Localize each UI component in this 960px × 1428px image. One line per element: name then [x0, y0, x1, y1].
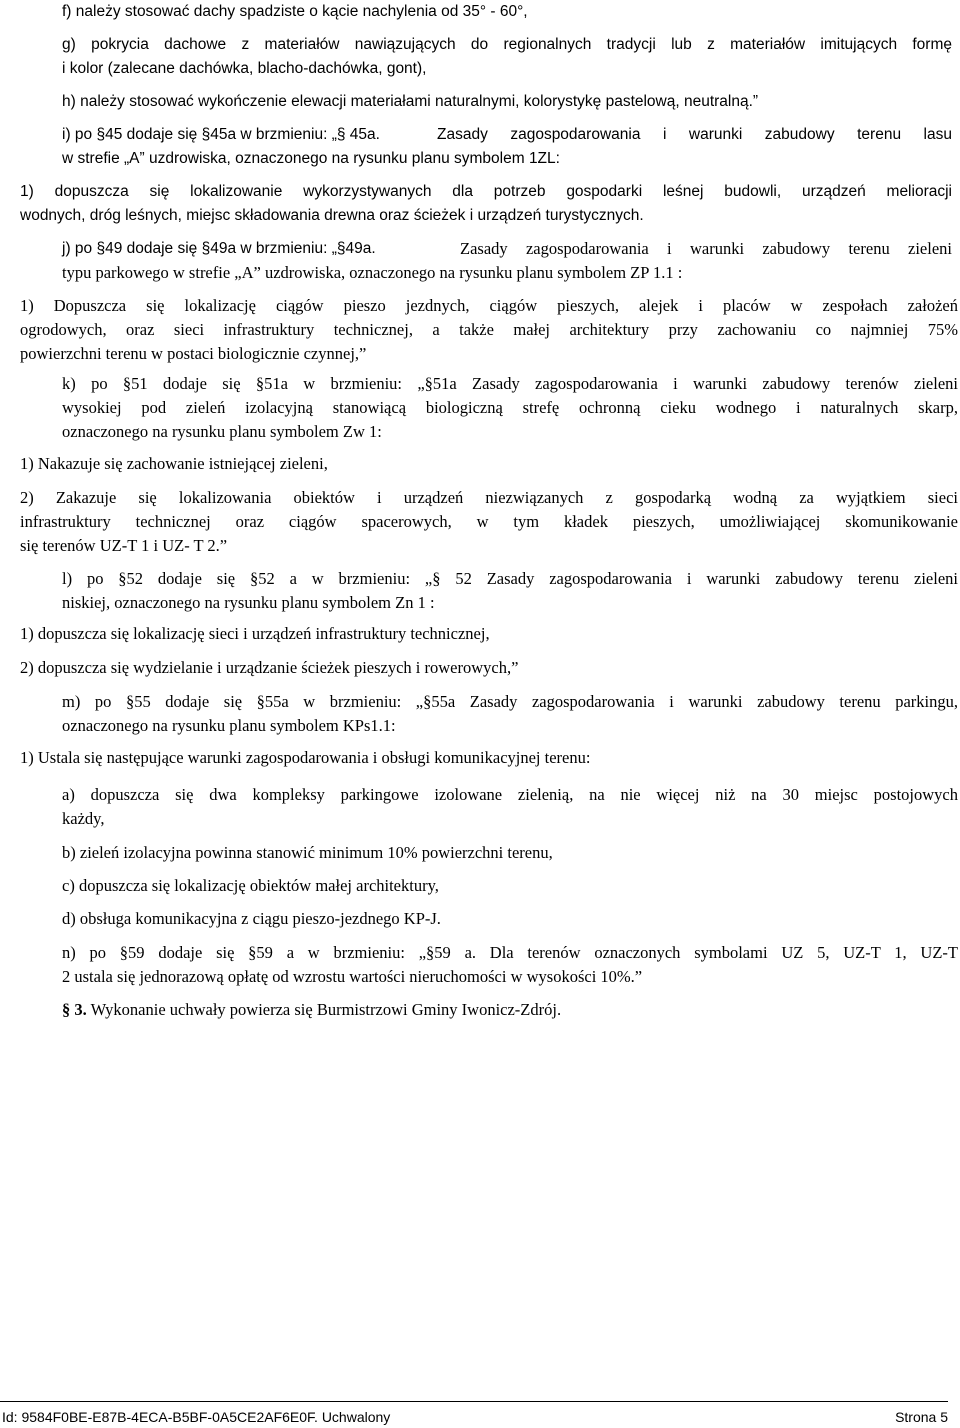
item-m-sub-a: [62, 783, 958, 831]
item-i: [62, 123, 952, 171]
item-j-line-2: typu parkowego w strefie „A” uzdrowiska, oznaczonego na rysunku planu symbolem ZP 1.1 :: [62, 263, 683, 282]
item-k-line-1: k) po §51 dodaje się §51a w brzmieniu: „§51a Zasady zagospodarowania i warunki zabudowy terenów zieleni: [62, 374, 958, 393]
item-j-point-1-line-1: 1) Dopuszcza się lokalizację ciągów pieszo jezdnych, ciągów pieszych, alejek i placów w zespołach założeń: [20, 296, 958, 315]
item-j-heading: Zasady zagospodarowania i warunki zabudowy terenu zieleni: [460, 239, 952, 258]
item-i-line-2: w strefie „A” uzdrowiska, oznaczonego na rysunku planu symbolem 1ZL:: [62, 150, 560, 167]
item-i-lead: i) po §45 dodaje się §45a w brzmieniu: „§ 45a.: [62, 126, 380, 143]
item-m: [62, 690, 958, 738]
item-k-point-2: [20, 486, 958, 558]
item-k-point-1: [20, 452, 920, 476]
item-m-point-1-text: 1) Ustala się następujące warunki zagospodarowania i obsługi komunikacyjnej terenu:: [20, 748, 591, 767]
footer-page-number: Strona 5: [895, 1409, 948, 1425]
item-j-point-1-line-2: ogrodowych, oraz sieci infrastruktury technicznej, a także małej architektury przy zachowaniu co najmniej 75%: [20, 320, 958, 339]
item-m-sub-c-text: c) dopuszcza się lokalizację obiektów małej architektury,: [62, 876, 439, 895]
section-3-text: Wykonanie uchwały powierza się Burmistrzowi Gminy Iwonicz-Zdrój.: [86, 1000, 562, 1019]
item-g-line-1: g) pokrycia dachowe z materiałów nawiązujących do regionalnych tradycji lub z materiałów imitujących formę: [62, 36, 952, 53]
item-m-sub-b-text: b) zieleń izolacyjna powinna stanowić minimum 10% powierzchni terenu,: [62, 843, 553, 862]
item-j-point-1: [20, 294, 958, 366]
item-l: [62, 567, 958, 615]
item-i-point-1-line-1: 1) dopuszcza się lokalizowanie wykorzystywanych dla potrzeb gospodarki leśnej budowli, urządzeń melioracji: [20, 183, 952, 200]
item-h: [62, 90, 942, 114]
item-j-point-1-line-3: powierzchni terenu w postaci biologicznie czynnej,”: [20, 344, 367, 363]
item-h-text: h) należy stosować wykończenie elewacji materiałami naturalnymi, kolorystykę pastelową, neutralną.”: [62, 93, 759, 110]
item-m-sub-a-line-1: a) dopuszcza się dwa kompleksy parkingowe izolowane zielenią, na nie więcej niż na 30 miejsc postojowych: [62, 785, 958, 804]
item-k-point-2-line-1: 2) Zakazuje się lokalizowania obiektów i urządzeń niezwiązanych z gospodarką wodną za wyjątkiem sieci: [20, 488, 958, 507]
item-k-point-2-line-3: się terenów UZ-T 1 i UZ- T 2.”: [20, 536, 228, 555]
item-j-line-1: [62, 237, 952, 261]
item-m-line-2: oznaczonego na rysunku planu symbolem KPs1.1:: [62, 716, 396, 735]
section-3: [62, 998, 942, 1022]
item-m-sub-a-line-2: każdy,: [62, 809, 105, 828]
item-l-line-2: niskiej, oznaczonego na rysunku planu symbolem Zn 1 :: [62, 593, 435, 612]
item-m-sub-d-text: d) obsługa komunikacyjna z ciągu pieszo-jezdnego KP-J.: [62, 909, 441, 928]
item-k: [62, 372, 958, 444]
item-l-point-1: [20, 622, 920, 646]
item-k-point-1-text: 1) Nakazuje się zachowanie istniejącej zieleni,: [20, 454, 328, 473]
item-k-point-2-line-2: infrastruktury technicznej oraz ciągów spacerowych, w tym kładek pieszych, umożliwiającej skomunikowanie: [20, 512, 958, 531]
footer-divider: [0, 1401, 948, 1402]
item-m-point-1: [20, 746, 920, 770]
item-m-sub-d: [62, 907, 942, 931]
item-m-sub-b: [62, 841, 942, 865]
item-f: [62, 0, 942, 24]
item-l-line-1: l) po §52 dodaje się §52 a w brzmieniu: „§ 52 Zasady zagospodarowania i warunki zabudowy terenu zieleni: [62, 569, 958, 588]
section-3-line: [62, 998, 942, 1022]
item-i-line-1: [62, 123, 952, 147]
item-g: [62, 33, 952, 81]
item-l-point-2-text: 2) dopuszcza się wydzielanie i urządzanie ścieżek pieszych i rowerowych,”: [20, 658, 519, 677]
item-k-line-3: oznaczonego na rysunku planu symbolem Zw 1:: [62, 422, 382, 441]
item-n: [62, 941, 958, 989]
item-m-sub-c: [62, 874, 942, 898]
item-l-point-1-text: 1) dopuszcza się lokalizację sieci i urządzeń infrastruktury technicznej,: [20, 624, 490, 643]
item-g-line-2: i kolor (zalecane dachówka, blacho-dachówka, gont),: [62, 60, 427, 77]
item-k-line-2: wysokiej pod zieleń izolacyjną stanowiącą biologiczną strefę ochronną cieku wodnego i naturalnych skarp,: [62, 398, 958, 417]
item-n-line-2: 2 ustala się jednorazową opłatę od wzrostu wartości nieruchomości w wysokości 10%.”: [62, 967, 643, 986]
item-i-heading: Zasady zagospodarowania i warunki zabudowy terenu lasu: [437, 126, 952, 143]
section-3-number: § 3.: [62, 1000, 87, 1019]
item-j: [62, 237, 952, 285]
footer-document-id: Id: 9584F0BE-E87B-4ECA-B5BF-0A5CE2AF6E0F. Uchwalony: [2, 1409, 391, 1425]
item-j-lead: j) po §49 dodaje się §49a w brzmieniu: „§49a.: [62, 240, 376, 257]
item-n-line-1: n) po §59 dodaje się §59 a w brzmieniu: „§59 a. Dla terenów oznaczonych symbolami UZ 5, UZ-T 1, UZ-T: [62, 943, 958, 962]
item-i-point-1: [20, 180, 952, 228]
item-l-point-2: [20, 656, 920, 680]
item-m-line-1: m) po §55 dodaje się §55a w brzmieniu: „§55a Zasady zagospodarowania i warunki zabudowy terenu parkingu,: [62, 692, 958, 711]
item-i-point-1-line-2: wodnych, dróg leśnych, miejsc składowania drewna oraz ścieżek i urządzeń turystycznych.: [20, 207, 644, 224]
item-f-text: f) należy stosować dachy spadziste o kącie nachylenia od 35° - 60°,: [62, 3, 528, 20]
